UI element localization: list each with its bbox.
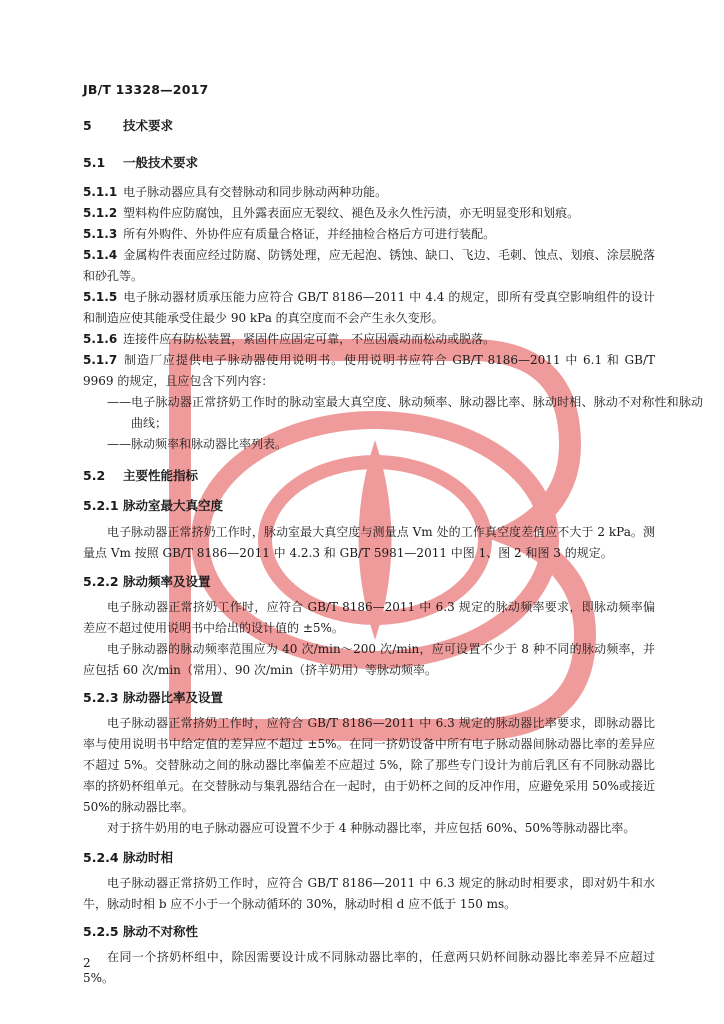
section-title: 脉动频率及设置 [123,574,211,589]
clause-number: 5.1.6 [83,332,118,346]
clause [83,287,655,329]
paragraph: 在同一个挤奶杯组中，除因需要设计成不同脉动器比率的，任意两只奶杯间脉动器比率差异不应超过 5%。 [83,950,655,985]
clause-heading [83,572,211,590]
clause-heading [83,688,223,706]
clause-heading [83,848,173,866]
clause-number: 5.1.3 [83,227,118,241]
clause-heading [83,922,198,940]
paragraph: 对于挤牛奶用的电子脉动器应可设置不少于 4 种脉动器比率，并应包括 60%、50%等脉动器比率。 [107,821,636,835]
paragraph: 电子脉动器正常挤奶工作时，应符合 GB/T 8186—2011 中 6.3 规定的脉动频率要求，即脉动频率偏差应不超过使用说明书中给出的设计值的 ±5%。 [83,600,655,635]
section-title: 脉动器比率及设置 [123,690,224,705]
subsection-heading [83,153,198,171]
clause-number: 5.1.7 [83,353,118,367]
section-number: 5.2.2 [83,574,119,589]
clause-text: 制造厂应提供电子脉动器使用说明书。使用说明书应符合 GB/T 8186—2011 中 6.1 和 GB/T 9969 的规定，且应包含下列内容： [83,353,655,388]
section-title: 脉动不对称性 [123,924,199,939]
section-heading [83,116,173,134]
paragraph: 电子脉动器的脉动频率范围应为 40 次/min～200 次/min，应可设置不少于 8 种不同的脉动频率，并应包括 60 次/min（常用）、90 次/min（挤羊奶用）等脉动频率。 [83,642,655,677]
clause-number: 5.1.5 [83,290,118,304]
standard-code: JB/T 13328—2017 [83,82,209,97]
clause [83,350,655,392]
clause-text: 连接件应有防松装置，紧固件应固定可靠，不应因震动而松动或脱落。 [123,332,496,346]
clause [83,182,655,203]
clause-number: 5.1.4 [83,248,118,262]
section-title: 主要性能指标 [123,468,199,483]
clause-text: 电子脉动器材质承压能力应符合 GB/T 8186—2011 中 4.4 的规定，即所有受真空影响组件的设计和制造应使其能承受住最少 90 kPa 的真空度而不会产生永久变形。 [83,290,655,325]
section-number: 5.2.4 [83,850,119,865]
list-item: ——电子脉动器正常挤奶工作时的脉动室最大真空度、脉动频率、脉动器比率、脉动时相、脉动不对称性和脉动曲线； [107,395,703,430]
section-number: 5.2.1 [83,498,119,513]
section-number: 5.2 [83,468,106,483]
clause [83,224,655,245]
clause-text: 电子脉动器应具有交替脉动和同步脉动两种功能。 [123,185,388,199]
section-number: 5.2.3 [83,690,119,705]
section-number: 5 [83,118,92,133]
clause-text: 金属构件表面应经过防腐、防锈处理，应无起泡、锈蚀、缺口、飞边、毛刺、蚀点、划痕、涂层脱落和砂孔等。 [83,248,655,283]
paragraph: 电子脉动器正常挤奶工作时，应符合 GB/T 8186—2011 中 6.3 规定的脉动时相要求，即对奶牛和水牛，脉动时相 b 应不小于一个脉动循环的 30%，脉动时相 d 应不低于 150 ms。 [83,876,655,911]
clause-number: 5.1.2 [83,206,118,220]
subsection-heading [83,466,198,484]
list-item: ——脉动频率和脉动器比率列表。 [107,437,288,451]
clause-heading [83,496,223,514]
section-title: 一般技术要求 [123,155,199,170]
clause-number: 5.1.1 [83,185,118,199]
paragraph: 电子脉动器正常挤奶工作时，脉动室最大真空度与测量点 Vm 处的工作真空度差值应不大于 2 kPa。测量点 Vm 按照 GB/T 8186—2011 中 4.2.3 和 GB/T 5981—2011 中图 1、图 2 和图 3 的规定。 [83,525,655,560]
clause-text: 塑料构件应防腐蚀，且外露表面应无裂纹、褪色及永久性污渍，亦无明显变形和划痕。 [123,206,580,220]
section-title: 脉动室最大真空度 [123,498,224,513]
paragraph: 电子脉动器正常挤奶工作时，应符合 GB/T 8186—2011 中 6.3 规定的脉动器比率要求，即脉动器比率与使用说明书中给定值的差异应不超过 ±5%。在同一挤奶设备中所有电子脉动器间脉动器比率的差异应不超过 5%。交替脉动之间的脉动器比率偏差不应超过 5%，除了那些专门设计为前后乳区有不同脉动器比率的挤奶杯组单元。在交替脉动与集乳器结合在一起时，由于奶杯之间的反冲作用，应避免采用 50%或接近 50%的脉动器比率。 [83,716,655,814]
section-title: 技术要求 [123,118,174,133]
clause-text: 所有外购件、外协件应有质量合格证，并经抽检合格后方可进行装配。 [123,227,496,241]
section-number: 5.1 [83,155,106,170]
section-title: 脉动时相 [123,850,174,865]
section-number: 5.2.5 [83,924,119,939]
page-number: 2 [83,956,91,970]
clause [83,329,655,350]
clause [83,203,655,224]
clause [83,245,655,287]
